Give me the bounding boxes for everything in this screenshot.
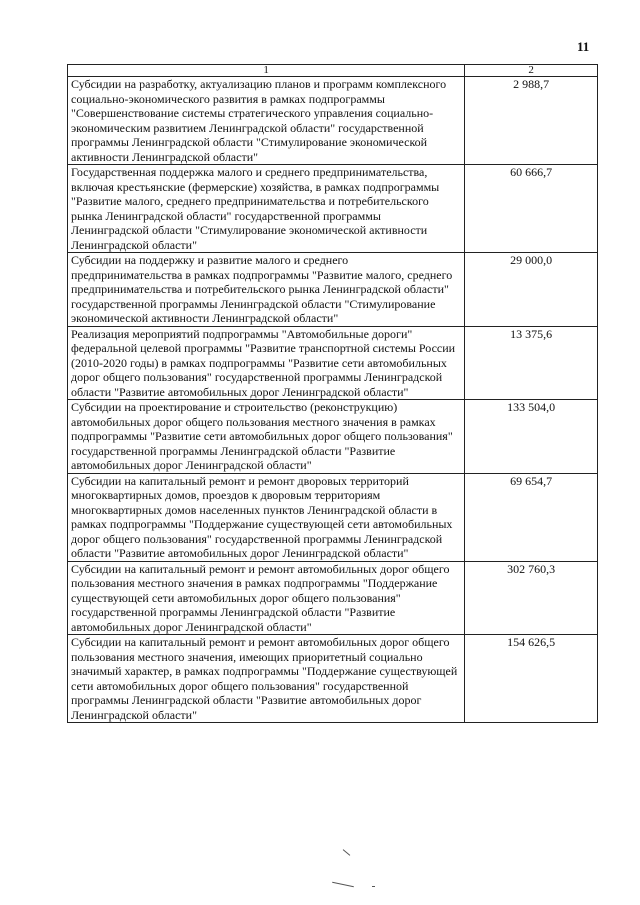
column-header-1: 1 xyxy=(68,65,465,77)
row-amount: 29 000,0 xyxy=(465,253,598,327)
row-description: Государственная поддержка малого и среднего предпринимательства, включая крестьянские (фермерские) хозяйства, в рамках подпрограммы "Развитие малого, среднего предпринимательства и потребительского рынка Ленинградской области" государственной программы Ленинградской области "Стимулирование экономической активности Ленинградской области" xyxy=(68,165,465,253)
row-amount: 133 504,0 xyxy=(465,400,598,474)
row-amount: 13 375,6 xyxy=(465,326,598,400)
table-row xyxy=(68,326,598,400)
table-row xyxy=(68,473,598,561)
row-description: Субсидии на проектирование и строительство (реконструкцию) автомобильных дорог общего пользования местного значения в рамках подпрограммы "Развитие сети автомобильных дорог общего пользования" государственной программы Ленинградской области "Развитие автомобильных дорог Ленинградской области" xyxy=(68,400,465,474)
row-description: Реализация мероприятий подпрограммы "Автомобильные дороги" федеральной целевой программы "Развитие транспортной системы России (2010-2020 годы) в рамках подпрограммы "Развитие сети автомобильных дорог общего пользования" государственной программы Ленинградской области "Развитие автомобильных дорог Ленинградской области" xyxy=(68,326,465,400)
row-amount: 69 654,7 xyxy=(465,473,598,561)
row-amount: 2 988,7 xyxy=(465,77,598,165)
column-header-2: 2 xyxy=(465,65,598,77)
subsidies-table xyxy=(67,64,598,723)
table-row xyxy=(68,165,598,253)
table-header-row xyxy=(68,65,598,77)
table-row xyxy=(68,77,598,165)
table-row xyxy=(68,400,598,474)
scan-mark xyxy=(332,882,354,888)
scan-mark xyxy=(343,849,351,856)
row-description: Субсидии на капитальный ремонт и ремонт автомобильных дорог общего пользования местного значения в рамках подпрограммы "Поддержание существующей сети автомобильных дорог общего пользования" государственной программы Ленинградской области "Развитие автомобильных дорог Ленинградской области" xyxy=(68,561,465,635)
row-description: Субсидии на разработку, актуализацию планов и программ комплексного социально-экономического развития в рамках подпрограммы "Совершенствование системы стратегического управления социально-экономическим развитием Ленинградской области" государственной программы Ленинградской области "Стимулирование экономической активности Ленинградской области" xyxy=(68,77,465,165)
row-amount: 60 666,7 xyxy=(465,165,598,253)
row-description: Субсидии на поддержку и развитие малого и среднего предпринимательства в рамках подпрограммы "Развитие малого, среднего предпринимательства и потребительского рынка Ленинградской области" государственной программы Ленинградской области "Стимулирование экономической активности Ленинградской области" xyxy=(68,253,465,327)
scan-mark xyxy=(372,886,375,887)
row-description: Субсидии на капитальный ремонт и ремонт автомобильных дорог общего пользования местного значения, имеющих приоритетный социально значимый характер, в рамках подпрограммы "Поддержание существующей сети автомобильных дорог общего пользования" государственной программы Ленинградской области "Развитие автомобильных дорог Ленинградской области" xyxy=(68,635,465,723)
table-row xyxy=(68,253,598,327)
page-number: 11 xyxy=(577,39,590,54)
table-row xyxy=(68,635,598,723)
table-row xyxy=(68,561,598,635)
row-description: Субсидии на капитальный ремонт и ремонт дворовых территорий многоквартирных домов, проездов к дворовым территориям многоквартирных домов населенных пунктов Ленинградской области в рамках подпрограммы "Поддержание существующей сети автомобильных дорог общего пользования" государственной программы Ленинградской области "Развитие автомобильных дорог Ленинградской области" xyxy=(68,473,465,561)
row-amount: 302 760,3 xyxy=(465,561,598,635)
row-amount: 154 626,5 xyxy=(465,635,598,723)
